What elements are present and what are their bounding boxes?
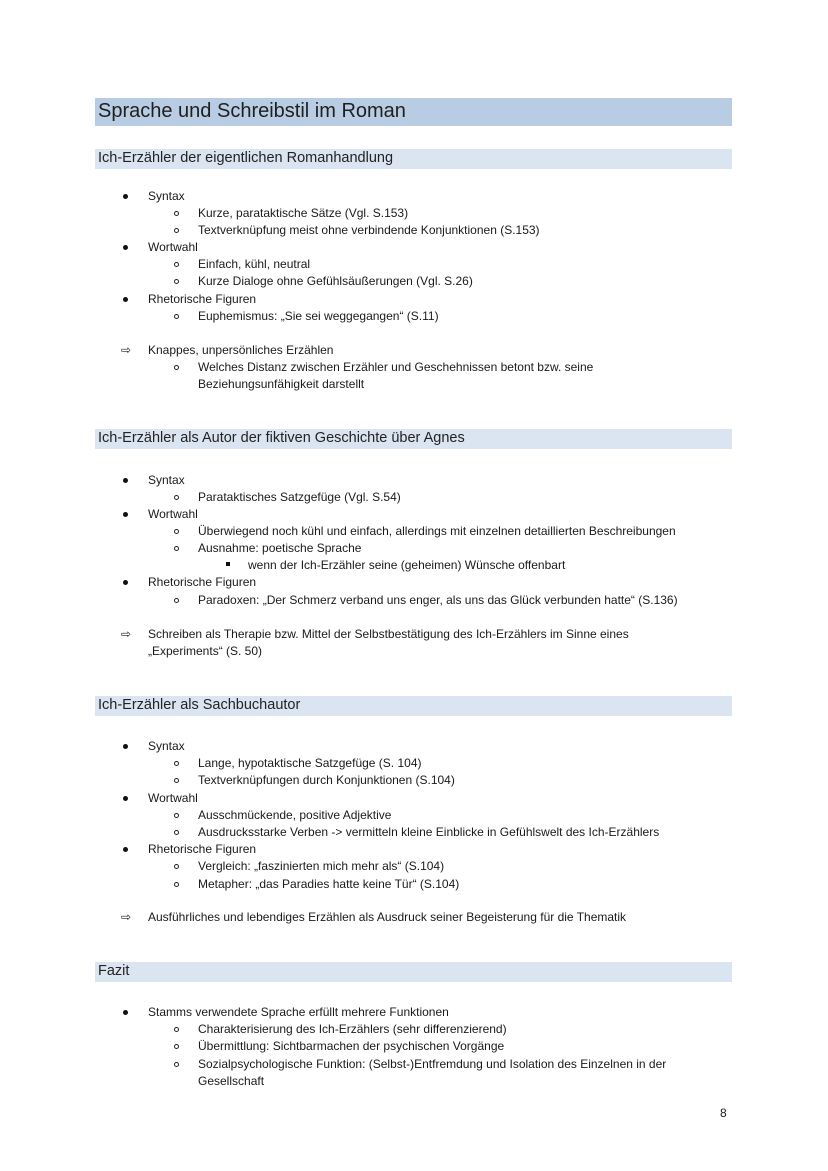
list-item: Rhetorische Figuren bbox=[148, 575, 257, 589]
page-number: 8 bbox=[720, 1106, 727, 1120]
list-item: Wortwahl bbox=[148, 240, 198, 254]
list-item: Rhetorische Figuren bbox=[148, 842, 257, 856]
bullet-icon bbox=[123, 478, 128, 483]
sub-list-item: Welches Distanz zwischen Erzähler und Geschehnissen betont bzw. seine bbox=[198, 360, 594, 374]
circle-bullet-icon bbox=[174, 228, 179, 233]
section-heading-bar bbox=[95, 962, 732, 982]
sub-list-item: Ausschmückende, positive Adjektive bbox=[198, 808, 392, 822]
list-item: Syntax bbox=[148, 739, 185, 753]
sub-list-item: Ausnahme: poetische Sprache bbox=[198, 541, 362, 555]
circle-bullet-icon bbox=[174, 813, 179, 818]
arrow-right-icon: ⇨ bbox=[121, 627, 132, 641]
circle-bullet-icon bbox=[174, 262, 179, 267]
conclusion-text: Ausführliches und lebendiges Erzählen als Ausdruck seiner Begeisterung für die Thematik bbox=[148, 910, 627, 924]
circle-bullet-icon bbox=[174, 1027, 179, 1032]
bullet-icon bbox=[123, 1010, 128, 1015]
bullet-icon bbox=[123, 245, 128, 250]
conclusion-text: Schreiben als Therapie bzw. Mittel der Selbstbestätigung des Ich-Erzählers im Sinne eines bbox=[148, 627, 629, 641]
sub-list-item: Paradoxen: „Der Schmerz verband uns enger, als uns das Glück verbunden hatte“ (S.136) bbox=[198, 593, 678, 607]
list-item: Stamms verwendete Sprache erfüllt mehrere Funktionen bbox=[148, 1005, 449, 1019]
page-title-bar bbox=[95, 98, 732, 126]
sub-list-item: Überwiegend noch kühl und einfach, allerdings mit einzelnen detaillierten Beschreibungen bbox=[198, 524, 676, 538]
square-bullet-icon bbox=[226, 562, 230, 566]
conclusion-text: Knappes, unpersönliches Erzählen bbox=[148, 343, 334, 357]
circle-bullet-icon bbox=[174, 598, 179, 603]
sub-list-item: Lange, hypotaktische Satzgefüge (S. 104) bbox=[198, 756, 422, 770]
sub-list-item: Kurze Dialoge ohne Gefühlsäußerungen (Vgl. S.26) bbox=[198, 274, 473, 288]
circle-bullet-icon bbox=[174, 761, 179, 766]
bullet-icon bbox=[123, 512, 128, 517]
circle-bullet-icon bbox=[174, 495, 179, 500]
list-item: Rhetorische Figuren bbox=[148, 292, 257, 306]
circle-bullet-icon bbox=[174, 314, 179, 319]
sub-list-item: Charakterisierung des Ich-Erzählers (sehr differenzierend) bbox=[198, 1022, 507, 1036]
circle-bullet-icon bbox=[174, 365, 179, 370]
sub-list-item: Metapher: „das Paradies hatte keine Tür“ (S.104) bbox=[198, 877, 460, 891]
sub-list-item: Ausdrucksstarke Verben -> vermitteln kleine Einblicke in Gefühlswelt des Ich-Erzählers bbox=[198, 825, 660, 839]
section-heading: Ich-Erzähler der eigentlichen Romanhandlung bbox=[98, 150, 394, 166]
section-heading: Fazit bbox=[98, 963, 130, 979]
circle-bullet-icon bbox=[174, 546, 179, 551]
circle-bullet-icon bbox=[174, 864, 179, 869]
circle-bullet-icon bbox=[174, 529, 179, 534]
sub-list-item: Vergleich: „faszinierten mich mehr als“ (S.104) bbox=[198, 859, 445, 873]
bullet-icon bbox=[123, 847, 128, 852]
sub-list-item: Euphemismus: „Sie sei weggegangen“ (S.11) bbox=[198, 309, 439, 323]
section-heading: Ich-Erzähler als Autor der fiktiven Geschichte über Agnes bbox=[98, 430, 465, 446]
sub-list-item: Einfach, kühl, neutral bbox=[198, 257, 311, 271]
section-heading-bar bbox=[95, 429, 732, 449]
bullet-icon bbox=[123, 580, 128, 585]
bullet-icon bbox=[123, 194, 128, 199]
section-heading-bar bbox=[95, 696, 732, 716]
arrow-right-icon: ⇨ bbox=[121, 910, 132, 924]
circle-bullet-icon bbox=[174, 279, 179, 284]
sub-list-item: Kurze, parataktische Sätze (Vgl. S.153) bbox=[198, 206, 409, 220]
conclusion-text-continuation: „Experiments“ (S. 50) bbox=[148, 644, 263, 658]
circle-bullet-icon bbox=[174, 1044, 179, 1049]
circle-bullet-icon bbox=[174, 1062, 179, 1067]
sub-sub-list-item: wenn der Ich-Erzähler seine (geheimen) Wünsche offenbart bbox=[248, 558, 566, 572]
list-item: Wortwahl bbox=[148, 507, 198, 521]
bullet-icon bbox=[123, 796, 128, 801]
sub-list-item-continuation: Gesellschaft bbox=[198, 1074, 265, 1088]
sub-list-item: Parataktisches Satzgefüge (Vgl. S.54) bbox=[198, 490, 401, 504]
circle-bullet-icon bbox=[174, 211, 179, 216]
circle-bullet-icon bbox=[174, 830, 179, 835]
sub-list-item: Textverknüpfung meist ohne verbindende Konjunktionen (S.153) bbox=[198, 223, 540, 237]
bullet-icon bbox=[123, 297, 128, 302]
section-heading: Ich-Erzähler als Sachbuchautor bbox=[98, 697, 301, 713]
arrow-right-icon: ⇨ bbox=[121, 343, 132, 357]
bullet-icon bbox=[123, 744, 128, 749]
sub-list-item-continuation: Beziehungsunfähigkeit darstellt bbox=[198, 377, 365, 391]
sub-list-item: Übermittlung: Sichtbarmachen der psychischen Vorgänge bbox=[198, 1039, 505, 1053]
list-item: Syntax bbox=[148, 189, 185, 203]
sub-list-item: Textverknüpfungen durch Konjunktionen (S.104) bbox=[198, 773, 455, 787]
circle-bullet-icon bbox=[174, 882, 179, 887]
page-title: Sprache und Schreibstil im Roman bbox=[98, 100, 406, 122]
section-heading-bar bbox=[95, 149, 732, 169]
sub-list-item: Sozialpsychologische Funktion: (Selbst-)Entfremdung und Isolation des Einzelnen in der bbox=[198, 1057, 667, 1071]
circle-bullet-icon bbox=[174, 778, 179, 783]
list-item: Syntax bbox=[148, 473, 185, 487]
list-item: Wortwahl bbox=[148, 791, 198, 805]
